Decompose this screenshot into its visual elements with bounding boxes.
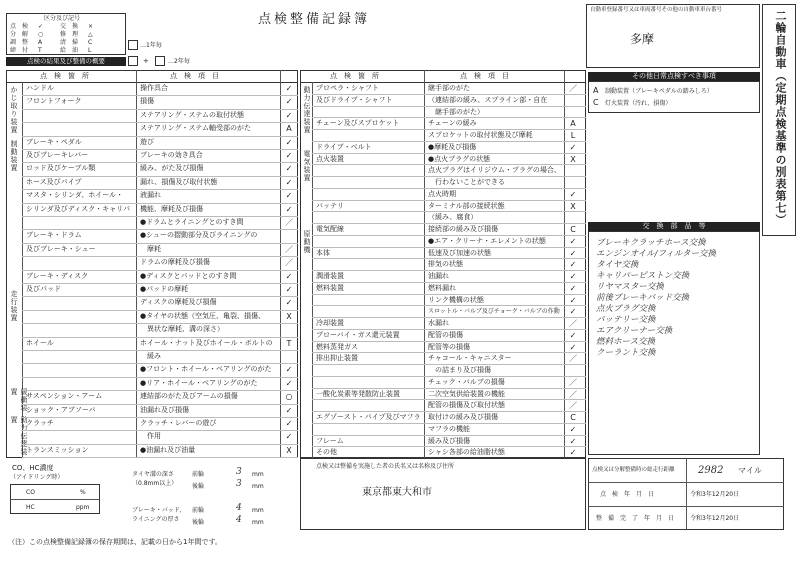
- table-row-item: クラッチ・レバーの遊び: [140, 419, 217, 427]
- table-row-item: ●摩耗及び損傷: [428, 142, 477, 151]
- table-row-mark: ／: [569, 389, 577, 399]
- table-row-line: [312, 270, 586, 271]
- table-row-item: シャシ各部の給油脂状態: [428, 448, 505, 457]
- table-row-mark: X: [286, 311, 292, 321]
- table-row-item: 遊び: [140, 137, 154, 146]
- legend-cell: 締: [10, 47, 17, 54]
- inspector-label: 点検又は整備を実施した者の氏名又は名称及び住所: [316, 463, 455, 470]
- freq-one-year: …1年毎: [140, 42, 162, 49]
- table-row-mark: ／: [285, 258, 293, 268]
- table-row-line: [312, 294, 586, 295]
- table-row-item: 損傷: [140, 97, 154, 106]
- table-row-mark: ／: [569, 319, 577, 328]
- tread-front-value: 3: [236, 467, 242, 477]
- table-row-mark: ✓: [569, 295, 577, 305]
- table-row-mark: ✓: [285, 204, 293, 214]
- table-row-line: [312, 141, 586, 142]
- table-row-line: [312, 282, 586, 283]
- legend-cell: 調: [10, 39, 17, 46]
- table-row-item: 作用: [140, 432, 161, 441]
- group-label: かじ取り装置: [10, 86, 18, 134]
- table-row-item: 摩耗: [140, 244, 161, 253]
- table-row-item: スプロケットの取付状態及び摩耗: [428, 131, 533, 139]
- table-row-item: ●エア・クリーナ・エレメントの状態: [428, 236, 546, 245]
- legend-cell: 換: [72, 23, 79, 30]
- table-row-item: 液漏れ: [140, 191, 161, 200]
- parts-item: 燃料ホース交換: [596, 337, 656, 347]
- table-row-area: 及びブレーキ・シュー: [26, 244, 96, 253]
- table-row-line: [22, 270, 298, 271]
- table-row-mark: ✓: [285, 164, 293, 174]
- table-row-mark: ✓: [285, 365, 293, 375]
- tread-label: タイヤ溝の深さ: [132, 471, 174, 478]
- inspector-address: 東京都東大和市: [362, 487, 432, 498]
- legend-cell: 点: [10, 23, 17, 30]
- table-row-mark: ✓: [285, 110, 293, 120]
- table-row-area: ブレーキ・ディスク: [26, 271, 89, 280]
- table-row-item: 配管等の損傷: [428, 342, 470, 351]
- table-row-line: [22, 350, 298, 351]
- odometer-value: 2982: [698, 465, 724, 476]
- freq-plus: +: [143, 57, 149, 65]
- table-row-item: 低速及び加速の状態: [428, 248, 491, 257]
- table-row-item: ステアリング・ステム軸受部のがた: [140, 124, 251, 133]
- table-row-item: ●シューの摺動部分及びライニングの: [140, 231, 258, 240]
- left-header-area: 点 検 箇 所: [40, 72, 89, 80]
- legend-cell: ×: [88, 23, 94, 30]
- freq-box-1: [128, 40, 138, 50]
- legend-cell: A: [38, 39, 43, 46]
- emission-co-label: CO: [26, 489, 35, 496]
- table-row-mark: ✓: [285, 271, 293, 281]
- parts-item: エアクリーナー交換: [596, 326, 673, 336]
- tread-front-label: 前輪: [192, 471, 205, 478]
- legend-title: 区分及び記号: [44, 15, 81, 22]
- table-row-item: 排気の状態: [428, 260, 463, 269]
- table-row-item: ●タイヤの状態（空気圧、亀裂、損傷、: [140, 311, 265, 320]
- table-row-mark: X: [286, 445, 292, 455]
- table-row-item: ターミナル部の接続状態: [428, 201, 505, 210]
- legend-cell: L: [88, 47, 92, 54]
- legend-cell: 解: [22, 31, 29, 38]
- table-row-mark: C: [570, 225, 576, 234]
- table-row-line: [22, 363, 298, 364]
- parts-item: リヤマスター交換: [596, 282, 664, 292]
- table-row-item: 緩み及び損傷: [428, 436, 470, 445]
- table-row-item: （連結部の緩み、スプライン部・自在: [428, 95, 548, 104]
- mid-header-area: 点 検 箇 所: [330, 72, 379, 80]
- table-row-item: の詰まり及び損傷: [428, 366, 491, 374]
- table-row-mark: ／: [569, 377, 577, 387]
- mid-header-item: 点 検 項 目: [460, 72, 509, 80]
- legend-cell: ✓: [38, 23, 44, 30]
- parts-item: エンジンオイル/フィルター交換: [596, 249, 716, 259]
- table-row-item: チェーンの緩み: [428, 119, 477, 128]
- table-row-mark: ✓: [285, 285, 293, 294]
- parts-item: キャリパーピストン交換: [596, 271, 690, 281]
- table-row-area: ブローバイ・ガス還元装置: [316, 330, 400, 339]
- table-row-mark: ✓: [569, 330, 577, 340]
- freq-box-2a: [128, 56, 138, 66]
- table-row-area: 点火装置: [316, 154, 344, 163]
- dates-col-div: [686, 458, 687, 530]
- legend-cell: 付: [22, 47, 29, 54]
- table-row-mark: L: [570, 131, 576, 140]
- legend-cell: 給: [60, 47, 67, 54]
- table-row-area: トランスミッション: [26, 445, 89, 454]
- table-row-mark: ✓: [285, 97, 293, 107]
- table-row-item: 水漏れ: [428, 319, 449, 327]
- table-row-mark: ✓: [285, 378, 293, 388]
- group-label: 動力伝達装置: [303, 86, 311, 134]
- table-row-item: 機能、摩耗及び損傷: [140, 204, 203, 213]
- table-row-area: 電気配線: [316, 225, 344, 233]
- table-row-item: ブレーキの効き具合: [140, 151, 203, 159]
- table-row-mark: ✓: [569, 342, 577, 352]
- table-row-item: ●油漏れ及び油量: [140, 445, 196, 454]
- table-row-item: ●ドラムとライニングとのすき間: [140, 218, 244, 226]
- tread-rear-value: 3: [236, 479, 242, 489]
- table-row-mark: ✓: [569, 142, 577, 152]
- table-row-area: ブレーキ・ペダル: [26, 137, 82, 146]
- left-col-div-2: [136, 70, 137, 458]
- other-check-mark: A: [593, 86, 599, 95]
- table-row-area: ホース及びパイプ: [26, 177, 82, 186]
- pad-rear-label: 後輪: [192, 519, 205, 526]
- table-row-mark: ✓: [285, 84, 293, 93]
- emission-sub: （アイドリング時）: [10, 474, 64, 481]
- dates-row-div-2: [588, 506, 784, 507]
- table-row-mark: ✓: [285, 151, 293, 160]
- table-row-line: [312, 364, 586, 365]
- other-checks-box: [588, 81, 760, 113]
- table-row-mark: ✓: [569, 424, 577, 434]
- table-row-item: ドラムの摩耗及び損傷: [140, 258, 210, 267]
- table-row-mark: ／: [285, 218, 293, 227]
- table-row-line: [22, 377, 298, 378]
- table-row-area: マスタ・シリンダ、ホイール・: [26, 191, 124, 200]
- legend-cell: 清: [60, 39, 67, 46]
- table-row-line: [312, 435, 586, 436]
- table-row-item: 油漏れ: [428, 272, 449, 280]
- table-row-line: [312, 235, 586, 236]
- table-row-area: 燃料装置: [316, 283, 344, 292]
- table-row-area: フレーム: [316, 436, 344, 445]
- table-row-line: [312, 376, 586, 377]
- legend-cell: 掃: [72, 39, 79, 46]
- complete-date-label: 整 備 完 了 年 月 日: [596, 515, 675, 522]
- emission-divider: [10, 499, 100, 500]
- table-row-item: ●ディスクとパッドとのすき間: [140, 271, 237, 280]
- doc-title: 点検整備記録簿: [258, 12, 371, 27]
- parts-item: 点火プラグ交換: [596, 304, 656, 314]
- table-row-line: [22, 417, 298, 418]
- table-row-line: [22, 404, 298, 405]
- legend-cell: 油: [72, 47, 79, 54]
- table-row-line: [22, 337, 298, 338]
- table-row-item: （緩み、腐食）: [428, 213, 478, 222]
- table-row-area: シリンダ及びディスク・キャリパ: [26, 204, 130, 213]
- table-row-mark: ✓: [285, 177, 293, 187]
- table-row-mark: ／: [569, 354, 577, 364]
- table-row-mark: ✓: [569, 236, 577, 246]
- table-row-area: プロペラ・シャフト: [316, 84, 379, 92]
- table-row-line: [312, 247, 586, 248]
- table-row-item: 異状な摩耗、溝の深さ）: [140, 325, 224, 334]
- table-row-line: [22, 310, 298, 311]
- table-row-line: [22, 457, 298, 458]
- table-row-line: [312, 94, 586, 95]
- freq-two-year: …2年毎: [168, 58, 190, 65]
- table-row-line: [22, 109, 298, 110]
- table-row-mark: ✓: [285, 432, 293, 442]
- legend-cell: 分: [10, 31, 17, 38]
- group-label: 原動機: [303, 230, 311, 254]
- group-label: 制動装置: [10, 140, 18, 172]
- other-check-text: 制動装置（ブレーキペダルの踏みしろ）: [605, 88, 713, 95]
- table-row-item: 配管の損傷: [428, 330, 463, 339]
- table-row-mark: ／: [285, 244, 293, 254]
- registration-value: 多摩: [630, 32, 655, 46]
- table-row-area: フロントフォーク: [26, 97, 82, 106]
- other-check-text: 灯火装置（汚れ、損傷）: [605, 100, 672, 107]
- table-row-mark: ✓: [569, 260, 577, 270]
- table-row-area: 一酸化炭素等発散防止装置: [316, 389, 400, 398]
- table-row-area: ホイール: [26, 338, 54, 347]
- parts-item: タイヤ交換: [596, 260, 639, 270]
- table-row-area: サスペンション・アーム: [26, 392, 103, 401]
- tread-rear-label: 後輪: [192, 483, 205, 490]
- table-row-area: 排出抑止装置: [316, 354, 358, 363]
- table-row-line: [22, 283, 298, 284]
- legend-cell: 整: [22, 39, 29, 46]
- table-row-item: ディスクの摩耗及び損傷: [140, 298, 217, 307]
- table-row-mark: ✓: [569, 248, 577, 258]
- table-row-mark: ／: [569, 401, 577, 411]
- table-row-area: 潤滑装置: [316, 272, 344, 280]
- table-row-item: 継手部のがた）: [428, 107, 484, 116]
- table-row-area: ロッド及びケーブル類: [26, 164, 96, 173]
- table-row-line: [312, 411, 586, 412]
- table-row-area: ブレーキ・ドラム: [26, 231, 82, 240]
- pad-front-label: 前輪: [192, 507, 205, 514]
- table-row-area: 及びパッド: [26, 285, 61, 293]
- other-check-mark: C: [593, 98, 599, 107]
- table-row-mark: ✓: [569, 448, 577, 458]
- emission-title: CO、HC濃度: [12, 464, 54, 472]
- group-label: 緩衝装置: [10, 388, 28, 412]
- table-row-item: 二次空気供給装置の機能: [428, 389, 505, 398]
- table-row-item: 連結部のがた及びアームの損傷: [140, 392, 238, 401]
- table-row-mark: ✓: [285, 137, 293, 147]
- table-row-area: その他: [316, 448, 337, 457]
- inspect-date-value: 令和3年12月20日: [690, 491, 740, 498]
- table-row-mark: C: [570, 413, 576, 422]
- odometer-label: 点検又は分解整備時の総走行距離: [592, 467, 675, 473]
- pad-front-unit: mm: [252, 507, 264, 514]
- table-row-mark: A: [286, 124, 292, 134]
- complete-date-value: 令和3年12月20日: [690, 515, 740, 522]
- legend-cell: ○: [38, 31, 44, 38]
- table-row-line: [22, 203, 298, 204]
- table-row-mark: A: [570, 119, 576, 129]
- pad-rear-value: 4: [236, 515, 242, 525]
- table-row-mark: ○: [285, 392, 293, 402]
- table-row-area: 冷却装置: [316, 319, 344, 327]
- table-row-line: [312, 305, 586, 306]
- table-row-area: クラッチ: [26, 419, 54, 427]
- table-row-area: ドライブ・ベルト: [316, 142, 372, 151]
- legend-cell: T: [38, 47, 42, 54]
- table-row-area: 及びブレーキレバー: [26, 151, 89, 159]
- table-row-line: [22, 95, 298, 96]
- left-col-div-3: [280, 70, 281, 458]
- table-row-area: バッテリ: [316, 201, 344, 210]
- parts-item: ブレーキクラッチホース交換: [596, 238, 706, 248]
- table-row-item: スロットル・バルブ及びチョーク・バルブの作動: [428, 308, 560, 316]
- parts-item: クーラント交換: [596, 348, 656, 358]
- table-row-line: [312, 329, 586, 330]
- table-row-mark: T: [286, 338, 292, 348]
- table-row-area: 本体: [316, 248, 330, 257]
- table-row-mark: X: [570, 201, 576, 211]
- table-row-item: 緩み、がた及び損傷: [140, 164, 204, 173]
- table-row-item: 継手部のがた: [428, 84, 470, 92]
- tread-front-unit: mm: [252, 471, 264, 478]
- table-row-line: [22, 136, 298, 137]
- table-row-item: 取付けの緩み及び損傷: [428, 413, 498, 421]
- table-row-line: [312, 388, 586, 389]
- group-label: 走行装置: [10, 290, 18, 322]
- table-row-mark: ✓: [285, 298, 293, 308]
- group-label: 電気装置: [303, 150, 311, 182]
- table-row-item: チェック・バルブの損傷: [428, 377, 505, 386]
- group-label: 動力伝達装置: [10, 416, 28, 456]
- table-row-item: リンク機構の状態: [428, 295, 484, 304]
- side-title: 二輪自動車（定期点検基準の別表第七）: [774, 10, 787, 226]
- left-header-item: 点 検 項 目: [170, 72, 219, 80]
- table-row-mark: ✓: [569, 283, 577, 293]
- table-row-line: [312, 129, 586, 130]
- pad-label-2: ライニングの厚さ: [132, 516, 180, 523]
- table-row-item: 点火時期: [428, 189, 456, 198]
- table-row-item: マフラの機能: [428, 424, 470, 433]
- table-row-line: [22, 216, 298, 217]
- table-row-item: 油漏れ及び損傷: [140, 405, 189, 414]
- table-row-line: [22, 149, 298, 150]
- table-row-item: ●フロント・ホイール・ベアリングのがた: [140, 365, 272, 374]
- emission-co-unit: %: [80, 489, 86, 496]
- table-row-line: [312, 423, 586, 424]
- table-row-item: ホイール・ナット及びホイール・ボルトの: [140, 338, 273, 347]
- table-row-mark: ✓: [569, 189, 577, 199]
- tread-sub: （0.8mm以上）: [132, 480, 178, 487]
- table-row-line: [312, 223, 586, 224]
- table-row-line: [312, 341, 586, 342]
- table-row-item: 点火プラグはイリジウム・プラグの場合、: [428, 166, 561, 175]
- table-row-item: ステアリング・ステムの取付状態: [140, 110, 244, 119]
- table-row-mark: ✓: [285, 405, 293, 415]
- footnote: （注）この点検整備記録簿の保存期間は、記載の日から1年間です。: [8, 538, 222, 546]
- pad-label: ブレーキ・パッド、: [132, 507, 186, 514]
- table-row-area: ショック・アブソーバ: [26, 405, 96, 414]
- table-row-mark: X: [570, 154, 576, 164]
- legend-cell: C: [88, 39, 93, 46]
- freq-box-2b: [155, 56, 165, 66]
- table-row-line: [312, 200, 586, 201]
- legend-cell: 理: [72, 31, 79, 38]
- table-row-mark: ✓: [285, 419, 293, 428]
- table-row-area: ハンドル: [26, 84, 54, 92]
- table-row-area: チェーン及びスプロケット: [316, 119, 400, 128]
- dates-row-div-1: [588, 482, 784, 483]
- table-row-item: 接続部の緩み及び損傷: [428, 225, 498, 233]
- table-row-line: [312, 106, 586, 107]
- parts-item: 前後ブレーキパッド交換: [596, 293, 690, 303]
- emission-hc-unit: ppm: [76, 504, 90, 511]
- table-row-item: ●点火プラグの状態: [428, 154, 491, 163]
- table-row-line: [312, 176, 586, 177]
- table-row-line: [22, 243, 298, 244]
- table-row-line: [312, 317, 586, 318]
- table-row-item: 行わないことができる: [428, 178, 505, 186]
- table-row-line: [312, 188, 586, 189]
- table-row-mark: ✓: [569, 436, 577, 446]
- table-row-line: [22, 444, 298, 445]
- table-row-item: ●パッドの摩耗: [140, 285, 189, 293]
- emission-hc-label: HC: [26, 504, 35, 511]
- tread-rear-unit: mm: [252, 483, 264, 490]
- table-row-item: 緩み: [140, 352, 161, 360]
- table-row-area: エグゾースト・パイプ及びマフラ: [316, 413, 421, 421]
- table-row-item: チャコール・キャニスター: [428, 354, 512, 363]
- parts-item: バッテリー交換: [596, 315, 656, 325]
- table-row-item: 配管の損傷及び取付状態: [428, 401, 505, 410]
- table-row-mark: ／: [569, 84, 577, 93]
- parts-header: 交 換 部 品 等: [588, 222, 760, 231]
- table-row-line: [312, 153, 586, 154]
- table-row-item: ●リア・ホイール・ベアリングのがた: [140, 378, 258, 387]
- table-row-mark: ✓: [285, 191, 293, 201]
- table-row-area: 及びドライブ・シャフト: [316, 95, 393, 104]
- inspect-date-label: 点 検 年 月 日: [600, 491, 655, 498]
- table-row-mark: ✓: [569, 272, 577, 281]
- registration-label: 自動車登録番号又は車両番号その他の自動車車台番号: [590, 7, 723, 13]
- other-checks-header: その他日常点検すべき事項: [588, 72, 760, 81]
- pad-front-value: 4: [236, 503, 242, 513]
- table-row-item: 漏れ、損傷及び取付状態: [140, 177, 218, 186]
- legend-cell: 修: [60, 31, 67, 38]
- legend-cell: 検: [22, 23, 29, 30]
- table-row-line: [22, 176, 298, 177]
- table-row-item: 操作具合: [140, 84, 168, 92]
- legend-cell: 交: [60, 23, 67, 30]
- legend-cell: △: [88, 31, 93, 38]
- pad-rear-unit: mm: [252, 519, 264, 526]
- table-row-area: 燃料蒸発ガス: [316, 342, 358, 351]
- summary-bar: 点検の結果及び整備の概要: [6, 57, 126, 66]
- table-row-item: 燃料漏れ: [428, 283, 456, 292]
- table-row-mark: ✓: [569, 307, 577, 317]
- odometer-unit: マイル: [738, 466, 762, 475]
